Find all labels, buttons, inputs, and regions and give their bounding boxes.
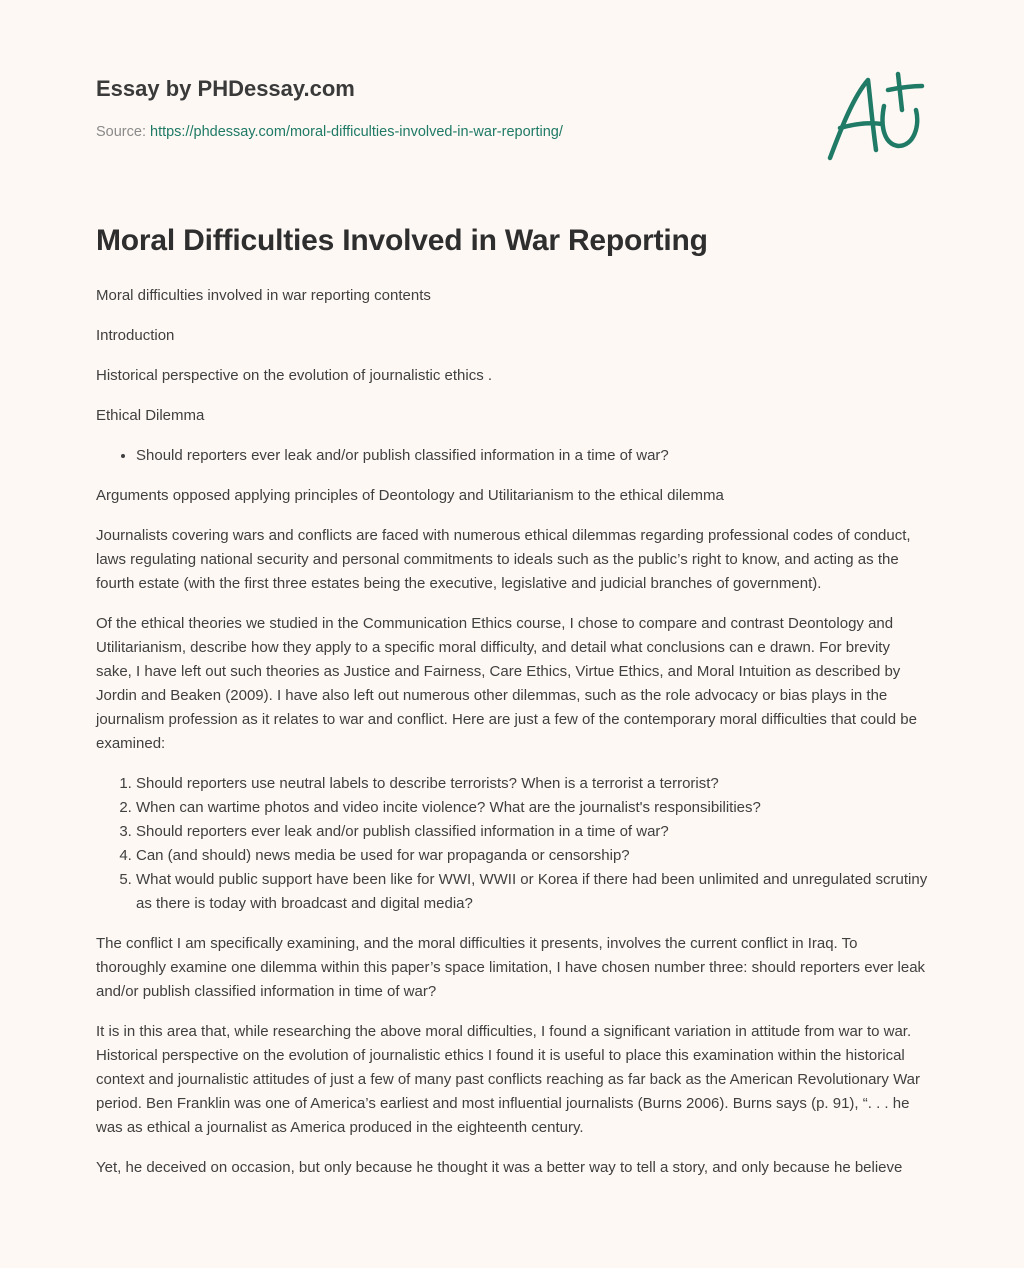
paragraph: Yet, he deceived on occasion, but only because he thought it was a better way to tell a story, and only because he believe [96,1159,903,1176]
a-plus-logo-icon [822,66,932,166]
questions-list [96,772,928,916]
paragraph: The conflict I am specifically examining, and the moral difficulties it presents, involves the current conflict in Iraq. To thoroughly examine one dilemma within this paper’s space limitation, I have chosen number three: should reporters ever leak and/or publish classified information in time of war? [96,935,926,1000]
source-line [96,124,563,140]
list-item: 4. Can (and should) news media be used for war propaganda or censorship? [136,844,928,868]
dilemma-list [96,444,928,468]
essay-title: Moral Difficulties Involved in War Reporting [96,224,708,257]
list-item: • Should reporters ever leak and/or publish classified information in a time of war? [136,444,928,468]
source-link[interactable]: https://phdessay.com/moral-difficulties-involved-in-war-reporting/ [150,124,563,140]
contents-item-dilemma: Ethical Dilemma [96,407,205,424]
contents-item-arguments: Arguments opposed applying principles of Deontology and Utilitarianism to the ethical dilemma [96,487,724,504]
paragraph: It is in this area that, while researching the above moral difficulties, I found a significant variation in attitude from war to war. Historical perspective on the evolution of journalistic ethics I found it is useful to place this examination within the historical context and journalistic attitudes of just a few of many past conflicts reaching as far back as the American Revolutionary War period. Ben Franklin was one of America’s earliest and most influential journalists (Burns 2006). Burns says (p. 91), “. . . he was as ethical a journalist as America produced in the eighteenth century. [96,1023,921,1136]
paragraph: Of the ethical theories we studied in the Communication Ethics course, I chose to compare and contrast Deontology and Utilitarianism, describe how they apply to a specific moral difficulty, and detail what conclusions can e drawn. For brevity sake, I have left out such theories as Justice and Fairness, Care Ethics, Virtue Ethics, and Moral Intuition as described by Jordin and Beaken (2009). I have also left out numerous other dilemmas, such as the role advocacy or bias plays in the journalism profession as it relates to war and conflict. Here are just a few of the contemporary moral difficulties that could be examined: [96,615,917,752]
essay-body [96,284,928,1196]
paragraph: Journalists covering wars and conflicts are faced with numerous ethical dilemmas regarding professional codes of conduct, laws regulating national security and personal commitments to ideals such as the public’s right to know, and acting as the fourth estate (with the first three estates being the executive, legislative and judicial branches of government). [96,527,911,592]
list-item: 3. Should reporters ever leak and/or publish classified information in a time of war? [136,820,928,844]
source-label: Source: [96,124,150,140]
contents-item-historical: Historical perspective on the evolution of journalistic ethics . [96,367,493,384]
list-item: 2. When can wartime photos and video incite violence? What are the journalist's responsibilities? [136,796,928,820]
contents-item-introduction: Introduction [96,327,175,344]
list-item: 1. Should reporters use neutral labels to describe terrorists? When is a terrorist a terrorist? [136,772,928,796]
site-brand: Essay by PHDessay.com [96,76,355,101]
list-item: 5. What would public support have been like for WWI, WWII or Korea if there had been unlimited and unregulated scrutiny as there is today with broadcast and digital media? [136,868,928,916]
contents-heading: Moral difficulties involved in war reporting contents [96,287,431,304]
